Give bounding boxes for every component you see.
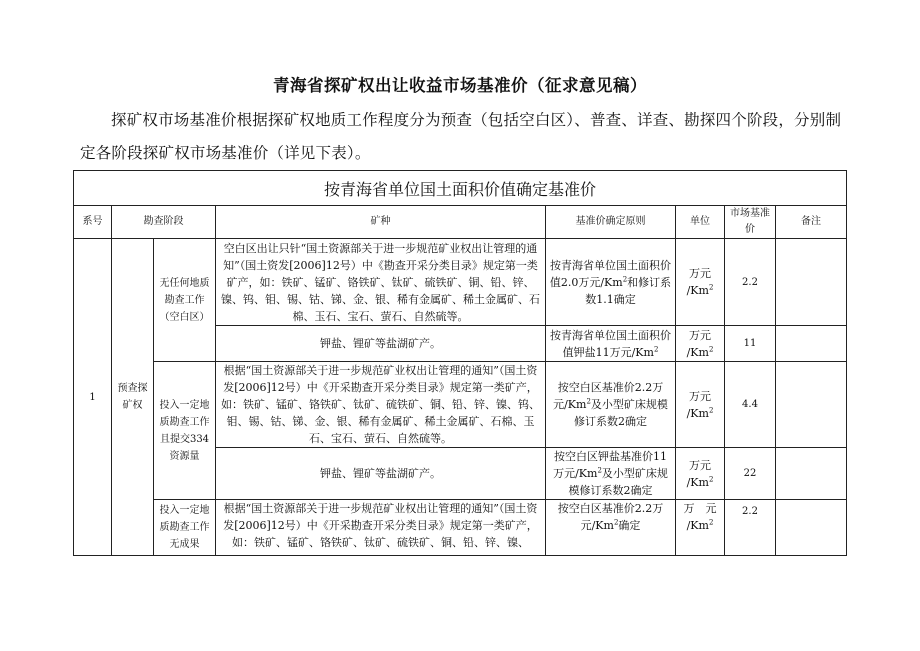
unit-superscript: 2 xyxy=(708,518,714,527)
unit-superscript: 2 xyxy=(708,344,714,353)
unit-text-area: /Km xyxy=(686,284,709,297)
substage-cell: 投入一定地质勘查工作无成果 xyxy=(154,500,216,556)
unit-text-area: /Km xyxy=(686,475,709,489)
unit-text: 万元 xyxy=(689,328,711,342)
stage-cell: 预查探矿权 xyxy=(112,239,154,556)
rule-cell xyxy=(546,239,676,326)
unit-superscript: 2 xyxy=(708,405,714,414)
document-title: 青海省探矿权出让收益市场基准价（征求意见稿） xyxy=(273,76,647,95)
table-caption: 按青海省单位国土面积价值确定基准价 xyxy=(74,171,847,206)
intro-paragraph: 探矿权市场基准价根据探矿权地质工作程度分为预查（包括空白区）、普查、详查、勘探四个阶段，分别制定各阶段探矿权市场基准价（详见下表）。 xyxy=(80,111,842,162)
rule-text-tail: 确定 xyxy=(618,519,641,532)
unit-cell xyxy=(676,326,725,362)
mineral-cell: 空白区出让只针“国土资源部关于进一步规范矿业权出让管理的通知”（国土资发[2006]12号）中《勘查开采分类目录》规定第一类矿产，如：铁矿、锰矿、铬铁矿、钛矿、硫铁矿、铜、铅、锌、镍、钨、钼、锡、钴、锑、金、银、稀有金属矿、稀土金属矿、石棉、玉石、宝石、萤石、自然硫等。 xyxy=(216,239,546,326)
rule-text-tail: 及小型矿床规模修订系数2确定 xyxy=(574,398,668,428)
rule-text-tail: 和修订系数1.1确定 xyxy=(585,275,672,306)
mineral-cell: 钾盐、锂矿等盐湖矿产。 xyxy=(216,326,546,362)
unit-superscript: 2 xyxy=(613,518,619,527)
mineral-cell: 根据“国土资源部关于进一步规范矿业权出让管理的通知”（国土资发[2006]12号）中《开采勘查开采分类目录》规定第一类矿产，如：铁矿、锰矿、铬铁矿、钛矿、硫铁矿、铜、铅、锌、镍、钨、钼、锡、钴、锑、金、银、稀有金属矿、稀土金属矿、石棉、玉石、宝石、萤石、自然硫等。 xyxy=(216,362,546,448)
header-note: 备注 xyxy=(776,206,847,239)
header-price: 市场基准价 xyxy=(725,206,776,239)
rule-text: 按空白区基准价2.2万元/Km xyxy=(557,502,664,532)
note-cell xyxy=(776,326,847,362)
rule-cell xyxy=(546,326,676,362)
substage-cell: 投入一定地质勘查工作且提交334资源量 xyxy=(154,362,216,500)
unit-superscript: 2 xyxy=(653,344,659,353)
price-cell: 22 xyxy=(725,448,776,500)
rule-text: 按空白区基准价2.2万元/Km xyxy=(553,381,664,411)
note-cell xyxy=(776,362,847,448)
substage-cell: 无任何地质勘查工作（空白区） xyxy=(154,239,216,362)
table-row xyxy=(74,239,847,326)
header-mineral: 矿种 xyxy=(216,206,546,239)
unit-text: 万元 xyxy=(689,267,711,280)
header-row xyxy=(74,206,847,239)
mineral-cell: 钾盐、锂矿等盐湖矿产。 xyxy=(216,448,546,500)
rule-cell xyxy=(546,362,676,448)
unit-cell xyxy=(676,500,725,556)
price-cell: 11 xyxy=(725,326,776,362)
unit-text-area: /Km xyxy=(686,406,709,420)
header-seq: 系号 xyxy=(74,206,112,239)
rule-text: 按青海省单位国土面积价值钾盐11万元/Km xyxy=(550,328,671,359)
mineral-cell: 根据“国土资源部关于进一步规范矿业权出让管理的通知”（国土资发[2006]12号）中《开采勘查开采分类目录》规定第一类矿产，如：铁矿、锰矿、铬铁矿、钛矿、硫铁矿、铜、铅、锌、镍、 xyxy=(216,500,546,556)
price-cell: 4.4 xyxy=(725,362,776,448)
seq-cell: 1 xyxy=(74,239,112,556)
rule-cell xyxy=(546,500,676,556)
unit-text: 万元 xyxy=(689,458,711,472)
table-row xyxy=(74,362,847,448)
unit-cell xyxy=(676,448,725,500)
unit-text: 万 元 xyxy=(683,502,717,515)
rule-text: 按青海省单位国土面积价值2.0万元/Km xyxy=(549,258,671,289)
unit-superscript: 2 xyxy=(622,274,628,283)
unit-text-area: /Km xyxy=(686,519,709,532)
header-rule: 基准价确定原则 xyxy=(546,206,676,239)
note-cell xyxy=(776,239,847,326)
unit-text: 万元 xyxy=(689,389,711,403)
price-cell: 2.2 xyxy=(725,500,776,556)
header-unit: 单位 xyxy=(676,206,725,239)
unit-cell xyxy=(676,239,725,326)
price-cell: 2.2 xyxy=(725,239,776,326)
header-stage: 勘查阶段 xyxy=(112,206,216,239)
note-cell xyxy=(776,500,847,556)
unit-superscript: 2 xyxy=(708,283,714,292)
rule-cell xyxy=(546,448,676,500)
unit-text-area: /Km xyxy=(686,345,709,359)
price-table xyxy=(73,170,847,556)
table-row xyxy=(74,500,847,556)
unit-superscript: 2 xyxy=(708,474,714,483)
note-cell xyxy=(776,448,847,500)
unit-cell xyxy=(676,362,725,448)
unit-superscript: 2 xyxy=(586,397,591,406)
rule-text-tail: 及小型矿床规模修订系数2确定 xyxy=(568,467,668,497)
unit-superscript: 2 xyxy=(597,466,602,475)
rule-text: 按空白区钾盐基准价11万元/Km xyxy=(553,450,667,480)
